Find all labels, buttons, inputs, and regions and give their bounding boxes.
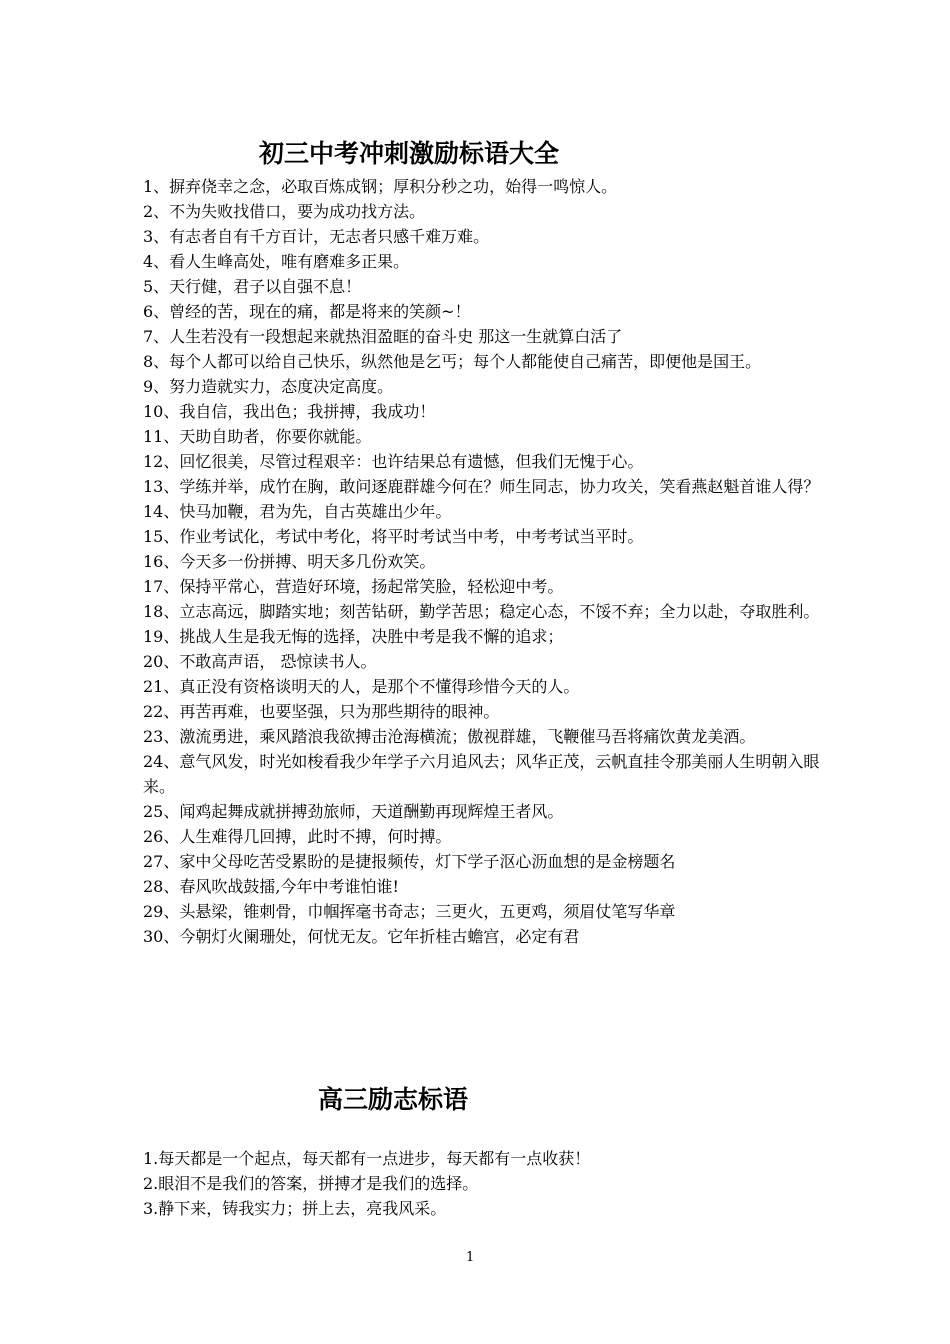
list-item: 30、今朝灯火阑珊处，何忧无友。它年折桂古蟾宫，必定有君: [143, 927, 580, 946]
list-item: 14、快马加鞭，君为先，自古英雄出少年。: [143, 502, 452, 521]
list-item: 22、再苦再难，也要坚强，只为那些期待的眼神。: [143, 702, 500, 721]
page-title: 初三中考冲刺激励标语大全: [259, 139, 560, 168]
list-item: 15、作业考试化，考试中考化，将平时考试当中考，中考考试当平时。: [143, 527, 644, 546]
list-item: 12、回忆很美，尽管过程艰辛：也许结果总有遗憾，但我们无愧于心。: [143, 452, 644, 471]
list-item: 2、不为失败找借口，要为成功找方法。: [143, 202, 426, 221]
list-item: 27、家中父母吃苦受累盼的是捷报频传，灯下学子沤心沥血想的是金榜题名: [143, 852, 676, 871]
list-item: 3.静下来，铸我实力；拼上去，亮我风采。: [143, 1199, 447, 1218]
list-item: 1、摒弃侥幸之念，必取百炼成钢；厚积分秒之功，始得一鸣惊人。: [143, 177, 618, 196]
list-item: 4、看人生峰高处，唯有磨难多正果。: [143, 252, 410, 271]
list-item: 9、努力造就实力，态度决定高度。: [143, 377, 394, 396]
section-title: 高三励志标语: [318, 1085, 469, 1114]
list-item: 23、激流勇进，乘风踏浪我欲搏击沧海横流；傲视群雄，飞鞭催马吾将痛饮黄龙美酒。: [143, 727, 756, 746]
list-item: 10、我自信，我出色；我拼搏，我成功！: [143, 402, 436, 421]
list-item: 3、有志者自有千方百计，无志者只感千难万难。: [143, 227, 490, 246]
list-item: 19、挑战人生是我无悔的选择，决胜中考是我不懈的追求；: [143, 627, 564, 646]
list-item: 5、天行健，君子以自强不息！: [143, 277, 362, 296]
list-item: 20、不敢高声语， 恐惊读书人。: [143, 652, 377, 671]
section2-list: [143, 1146, 823, 1221]
list-item: 16、今天多一份拼搏、明天多几份欢笑。: [143, 552, 436, 571]
list-item: 28、春风吹战鼓擂,今年中考谁怕谁!: [143, 877, 399, 896]
list-item: 6、曾经的苦，现在的痛，都是将来的笑颜~！: [143, 302, 471, 321]
list-item: 24、意气风发，时光如梭看我少年学子六月追风去；风华正茂，云帆直挂令那美丽人生明朝入眼来。: [143, 752, 820, 796]
list-item: 8、每个人都可以给自己快乐，纵然他是乞丐；每个人都能使自己痛苦，即便他是国王。: [143, 352, 762, 371]
list-item: 21、真正没有资格谈明天的人，是那个不懂得珍惜今天的人。: [143, 677, 580, 696]
list-item: 13、学练并举，成竹在胸，敢问逐鹿群雄今何在？师生同志，协力攻关，笑看燕赵魁首谁人得？: [143, 477, 820, 496]
list-item: 11、天助自助者，你要你就能。: [143, 427, 372, 446]
list-item: 26、人生难得几回搏，此时不搏，何时搏。: [143, 827, 452, 846]
list-item: 18、立志高远，脚踏实地；刻苦钻研，勤学苦思；稳定心态，不馁不弃；全力以赴，夺取胜利。: [143, 602, 820, 621]
list-item: 1.每天都是一个起点，每天都有一点进步，每天都有一点收获！: [143, 1149, 591, 1168]
list-item: 17、保持平常心，营造好环境，扬起常笑脸，轻松迎中考。: [143, 577, 564, 596]
list-item: 2.眼泪不是我们的答案，拼搏才是我们的选择。: [143, 1174, 479, 1193]
page-number: 1: [466, 1250, 475, 1265]
list-item: 7、人生若没有一段想起来就热泪盈眶的奋斗史 那这一生就算白活了: [143, 327, 623, 346]
list-item: 25、闻鸡起舞成就拼搏劲旅师，天道酬勤再现辉煌王者风。: [143, 802, 564, 821]
list-item: 29、头悬梁，锥刺骨，巾帼挥毫书奇志；三更火，五更鸡，须眉仗笔写华章: [143, 902, 676, 921]
slogan-list: [143, 174, 823, 949]
